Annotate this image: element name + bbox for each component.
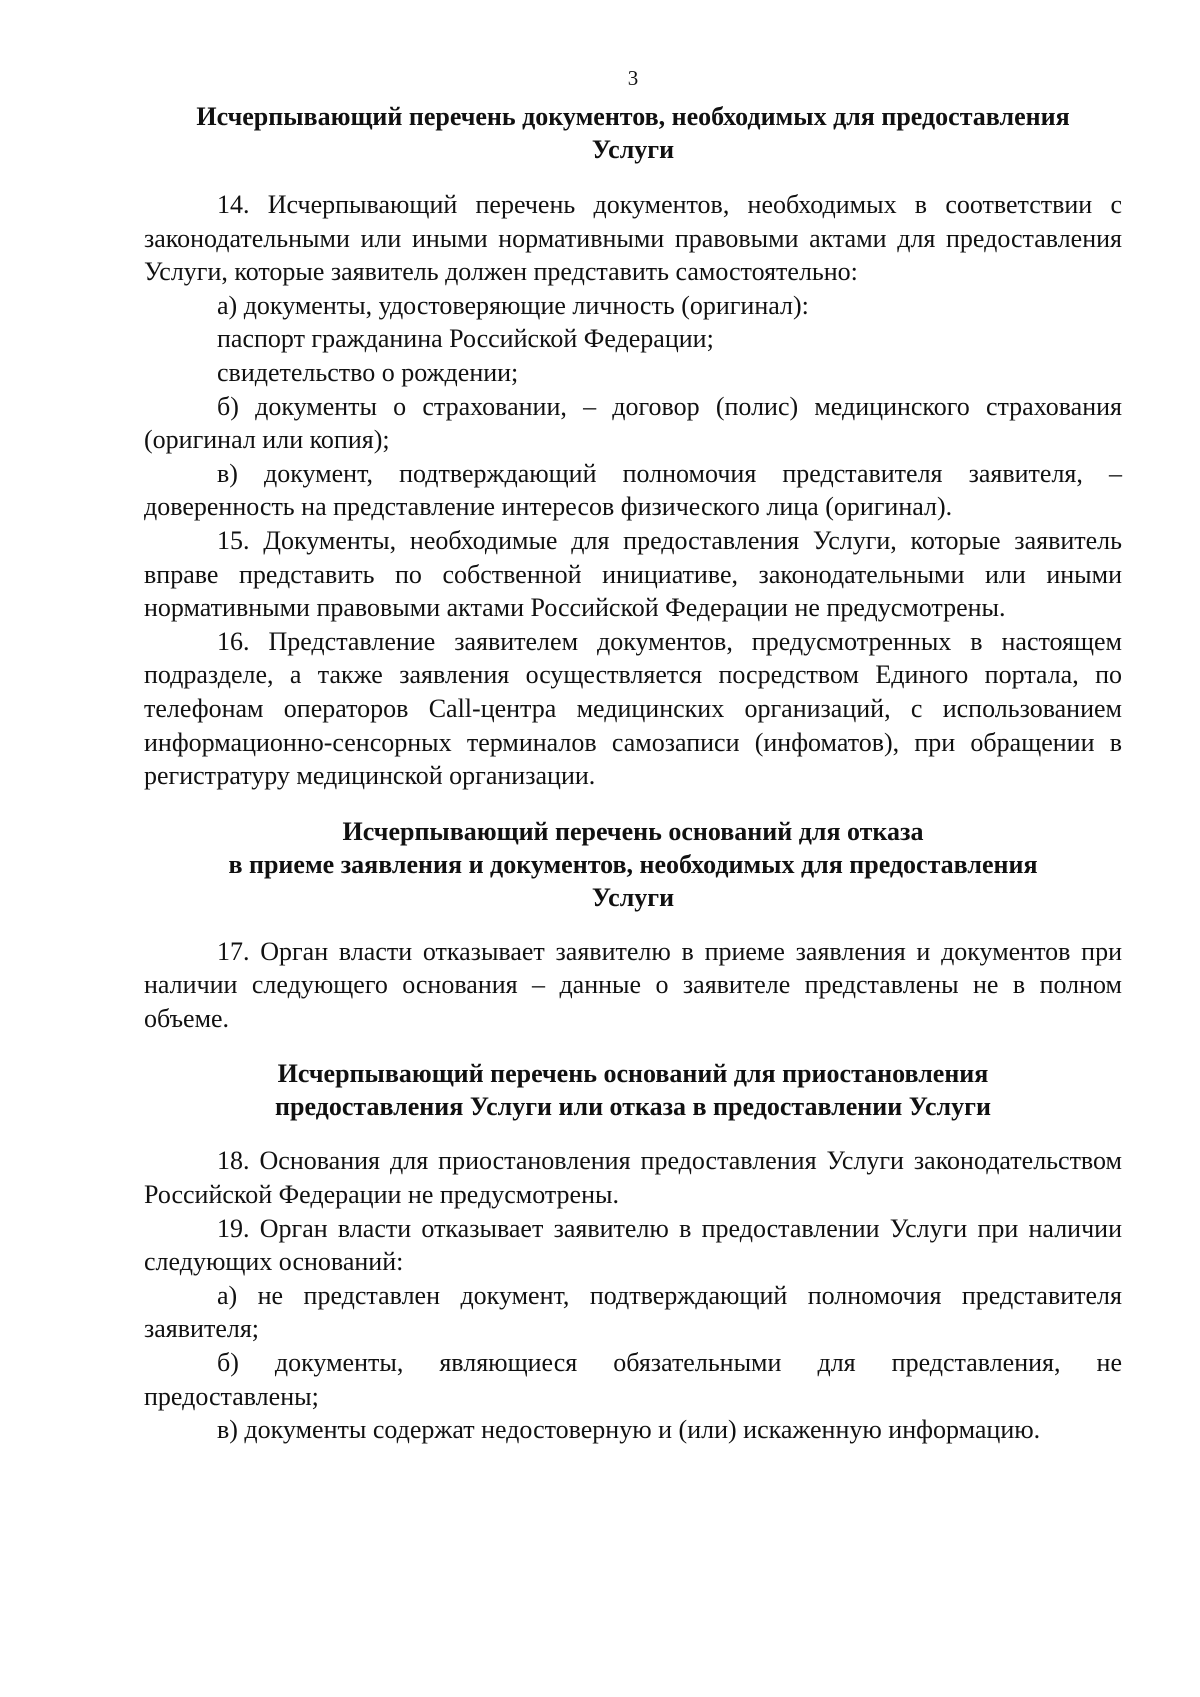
heading-line: предоставления Услуги или отказа в предоставлении Услуги — [275, 1092, 991, 1122]
list-item-birth-certificate: свидетельство о рождении; — [217, 357, 519, 387]
page-number: 3 — [627, 66, 639, 90]
list-item-b-missing-documents: б) документы, являющиеся обязательными для представления, не предоставлены; — [144, 1348, 1122, 1411]
heading-line: Услуги — [591, 135, 675, 164]
list-item-a-no-authority-document: а) не представлен документ, подтверждающий полномочия представителя заявителя; — [144, 1280, 1122, 1344]
heading-line: Исчерпывающий перечень документов, необходимых для предоставления — [196, 102, 1070, 131]
section-heading-suspension-grounds — [144, 1057, 1122, 1123]
paragraph-18: 18. Основания для приостановления предоставления Услуги законодательством Российской Федерации не предусмотрены. — [144, 1146, 1122, 1210]
paragraph-14: 14. Исчерпывающий перечень документов, необходимых в соответствии с законодательными или иными нормативными правовыми актами для предоставления Услуги, которые заявитель должен представить самостоятельно: — [144, 190, 1122, 287]
section-heading-required-documents — [144, 100, 1122, 166]
list-item-v-false-information: в) документы содержат недостоверную и (или) искаженную информацию. — [217, 1415, 1041, 1445]
document-page — [144, 66, 1122, 1447]
heading-line: в приеме заявления и документов, необходимых для предоставления — [228, 849, 1038, 879]
paragraph-16: 16. Представление заявителем документов, предусмотренных в настоящем подразделе, а также заявления осуществляется посредством Единого портала, по телефонам операторов Call-центра медицинских организаций, с использованием информационно-сенсорных терминалов самозаписи (инфоматов), при обращении в регистратуру медицинской организации. — [144, 626, 1122, 791]
paragraph-15: 15. Документы, необходимые для предоставления Услуги, которые заявитель вправе представить по собственной инициативе, законодательными или иными нормативными правовыми актами Российской Федерации не предусмотрены. — [144, 525, 1122, 623]
list-item-a-identity-documents: а) документы, удостоверяющие личность (оригинал): — [217, 290, 809, 320]
heading-line: Исчерпывающий перечень оснований для приостановления — [277, 1059, 989, 1089]
heading-line: Услуги — [591, 882, 675, 912]
list-item-passport: паспорт гражданина Российской Федерации; — [217, 324, 714, 354]
paragraph-19: 19. Орган власти отказывает заявителю в предоставлении Услуги при наличии следующих оснований: — [144, 1213, 1122, 1277]
paragraph-17: 17. Орган власти отказывает заявителю в приеме заявления и документов при наличии следующего основания – данные о заявителе представлены не в полном объеме. — [144, 936, 1122, 1033]
section-heading-refusal-grounds — [144, 815, 1122, 914]
heading-line: Исчерпывающий перечень оснований для отказа — [342, 816, 924, 846]
list-item-b-insurance: б) документы о страховании, – договор (полис) медицинского страхования (оригинал или копия); — [144, 391, 1122, 455]
list-item-v-power-of-attorney: в) документ, подтверждающий полномочия представителя заявителя, – доверенность на представление интересов физического лица (оригинал). — [144, 458, 1122, 522]
